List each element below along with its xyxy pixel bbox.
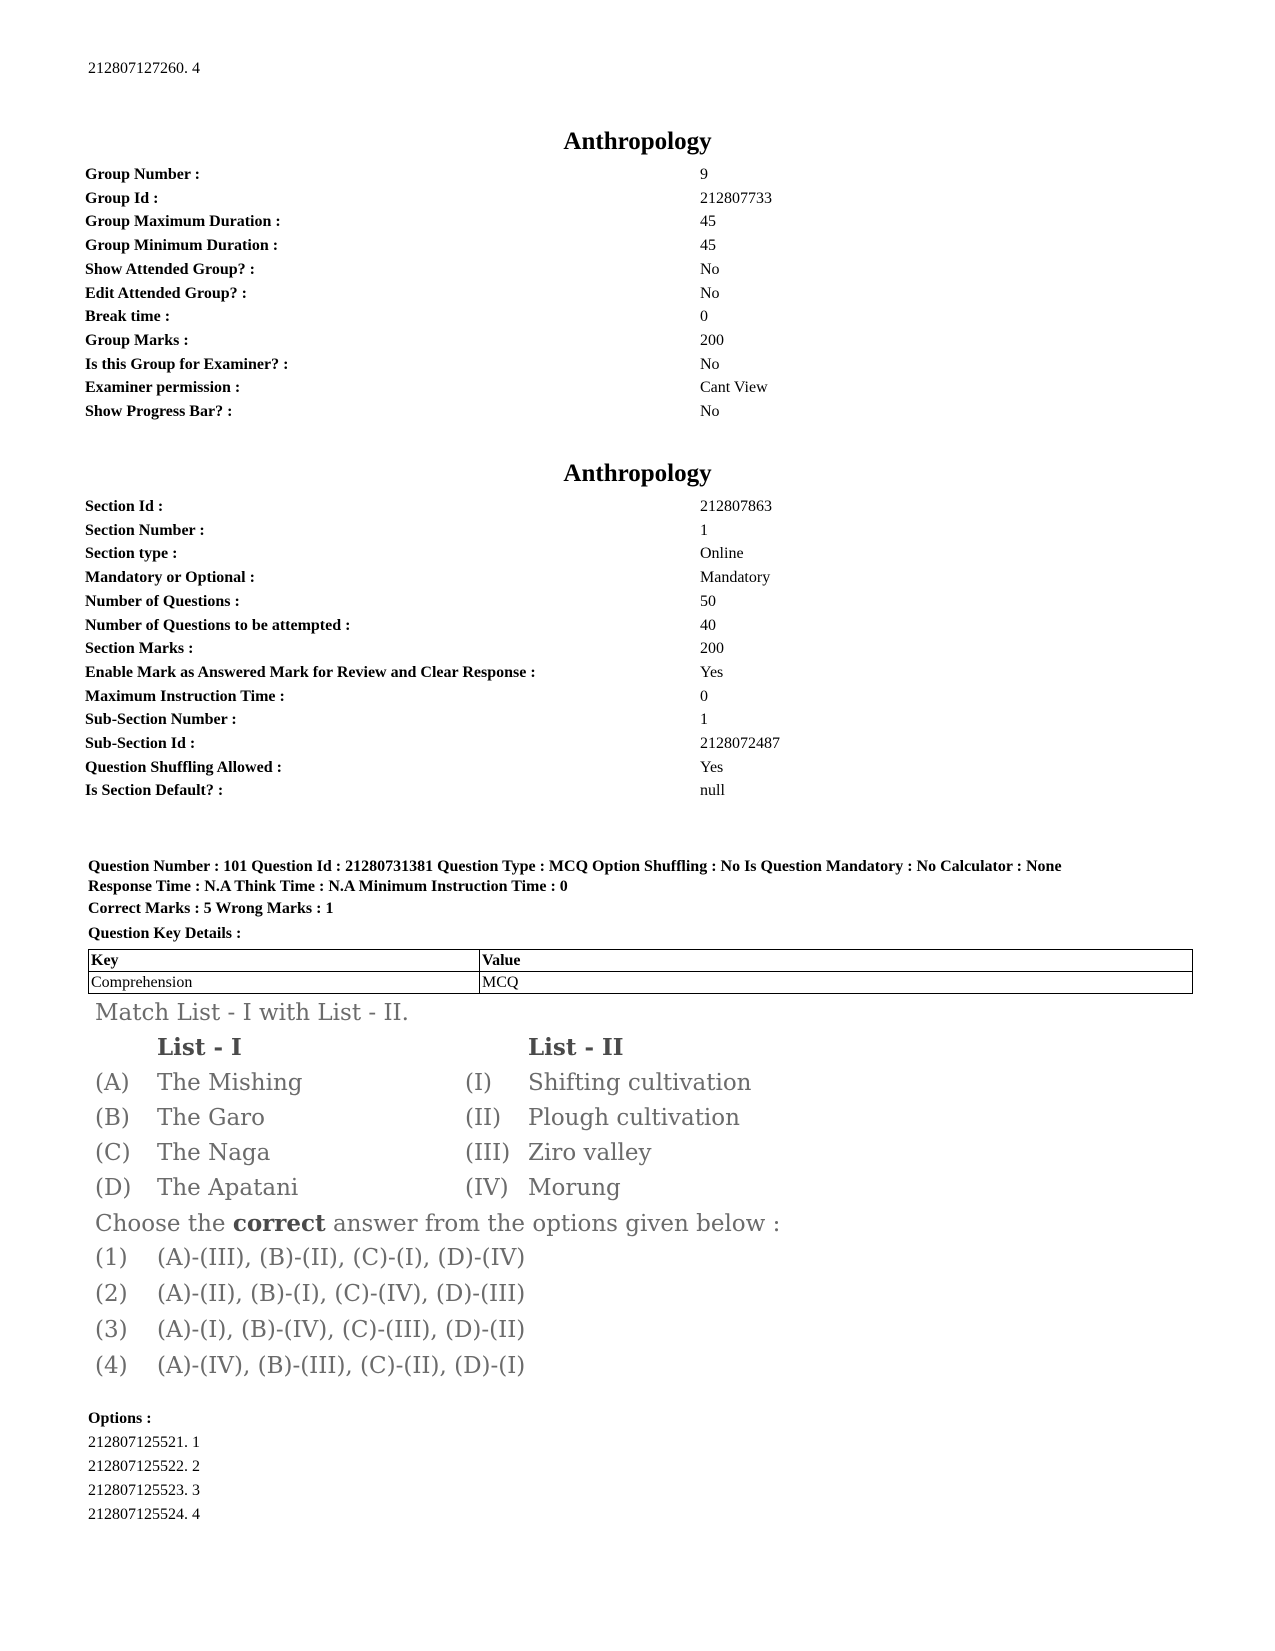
group-detail-row [85,379,1185,402]
group-detail-label: Group Marks : [85,331,189,349]
group-detail-row [85,261,1185,284]
group-detail-label: Show Attended Group? : [85,260,255,278]
group-detail-label: Show Progress Bar? : [85,403,233,420]
pair-label-c: (C) [95,1140,131,1166]
pair-label-b: (B) [95,1105,130,1131]
group-detail-row [85,308,1185,331]
group-detail-value: No [700,355,720,373]
answer-number-2: (2) [95,1281,128,1307]
section-detail-row [85,545,1185,568]
section-detail-label: Section type : [85,545,178,563]
answer-number-4: (4) [95,1353,128,1379]
section-detail-row [85,688,1185,711]
section-detail-label: Section Id : [85,498,164,515]
question-meta-line1: Question Number : 101 Question Id : 21280731381 Question Type : MCQ Option Shuffling : No Is Question Mandatory : No Calculator : None [88,858,1062,875]
option-2: 212807125522. 2 [88,1458,200,1475]
group-detail-value: 9 [700,166,708,183]
section-detail-row [85,735,1185,758]
option-3: 212807125523. 3 [88,1482,200,1499]
answer-number-1: (1) [95,1245,128,1271]
group-detail-label: Edit Attended Group? : [85,284,247,302]
pair-item-b: The Garo [157,1105,266,1131]
group-detail-row [85,237,1185,260]
question-key-details-label: Question Key Details : [88,925,242,942]
page-header-id: 212807127260. 4 [88,60,200,77]
section-detail-row [85,640,1185,663]
section-detail-row [85,759,1185,782]
list1-title: List - I [157,1034,242,1061]
section-detail-label: Section Number : [85,521,205,539]
key-table-cell-value: MCQ [480,972,1193,994]
group-detail-value: 200 [700,331,724,349]
group-detail-row [85,403,1185,426]
section-detail-value: 2128072487 [700,735,780,752]
section-detail-label: Sub-Section Number : [85,711,237,729]
section-detail-row [85,522,1185,545]
section-detail-value: 1 [700,711,708,729]
choose-instruction: Choose the correct answer from the options given below : [95,1210,781,1237]
group-detail-value: Cant View [700,379,768,397]
pair-item-iv: Morung [528,1175,621,1201]
question-meta-line2: Response Time : N.A Think Time : N.A Minimum Instruction Time : 0 [88,878,568,895]
key-table-header-key: Key [89,950,480,972]
group-detail-row [85,190,1185,213]
key-table-header-value: Value [480,950,1193,972]
pair-label-iii: (III) [465,1140,511,1166]
section-detail-label: Section Marks : [85,640,194,658]
section-detail-value: 50 [700,592,716,610]
section-detail-row [85,711,1185,734]
group-detail-row [85,213,1185,236]
section-detail-label: Maximum Instruction Time : [85,687,285,705]
group-title: Anthropology [563,128,712,155]
option-1: 212807125521. 1 [88,1434,200,1451]
section-detail-row [85,617,1185,640]
group-detail-row [85,166,1185,189]
section-detail-value: null [700,782,725,800]
pair-item-a: The Mishing [157,1070,303,1096]
options-label: Options : [88,1410,152,1427]
option-4: 212807125524. 4 [88,1506,200,1523]
question-intro: Match List - I with List - II. [95,1000,409,1026]
section-detail-row [85,782,1185,805]
pair-item-d: The Apatani [157,1175,299,1201]
pair-label-iv: (IV) [465,1175,509,1201]
section-detail-label: Question Shuffling Allowed : [85,758,282,776]
pair-label-d: (D) [95,1175,132,1201]
group-detail-label: Group Number : [85,166,200,183]
question-key-table [88,949,1193,994]
group-detail-row [85,332,1185,355]
section-detail-row [85,569,1185,592]
group-detail-label: Is this Group for Examiner? : [85,355,289,373]
section-detail-label: Enable Mark as Answered Mark for Review and Clear Response : [85,663,536,681]
pair-item-iii: Ziro valley [528,1140,652,1166]
group-detail-value: 212807733 [700,189,772,207]
group-detail-value: No [700,260,720,278]
answer-text-1: (A)-(III), (B)-(II), (C)-(I), (D)-(IV) [157,1245,526,1271]
section-detail-label: Is Section Default? : [85,782,224,800]
section-detail-row [85,664,1185,687]
question-image [95,1000,781,1410]
section-detail-row [85,593,1185,616]
answer-text-3: (A)-(I), (B)-(IV), (C)-(III), (D)-(II) [157,1317,526,1343]
section-detail-value: 40 [700,616,716,634]
section-title: Anthropology [563,460,712,487]
section-detail-row [85,498,1185,521]
group-detail-label: Examiner permission : [85,379,241,397]
question-meta [88,857,1208,897]
section-detail-label: Number of Questions : [85,592,240,610]
section-detail-label: Mandatory or Optional : [85,569,255,587]
section-detail-value: 212807863 [700,498,772,515]
section-detail-value: 0 [700,687,708,705]
pair-label-ii: (II) [465,1105,502,1131]
group-detail-value: 45 [700,237,716,255]
group-detail-row [85,285,1185,308]
pair-label-i: (I) [465,1070,493,1096]
pair-label-a: (A) [95,1070,130,1096]
section-detail-value: Yes [700,663,724,681]
pair-item-c: The Naga [157,1140,271,1166]
group-detail-value: No [700,284,720,302]
answer-text-2: (A)-(II), (B)-(I), (C)-(IV), (D)-(III) [157,1281,526,1307]
group-detail-label: Group Id : [85,189,159,207]
section-detail-value: 200 [700,640,724,658]
section-detail-value: Mandatory [700,569,771,587]
question-marks: Correct Marks : 5 Wrong Marks : 1 [88,900,334,917]
section-detail-value: Yes [700,758,724,776]
group-detail-label: Group Minimum Duration : [85,237,279,255]
key-table-header-row [89,950,1193,972]
section-detail-label: Number of Questions to be attempted : [85,616,351,634]
group-detail-label: Group Maximum Duration : [85,213,281,231]
pair-item-i: Shifting cultivation [528,1070,752,1096]
group-detail-row [85,356,1185,379]
key-table-row [89,972,1193,994]
pair-item-ii: Plough cultivation [528,1105,740,1131]
section-detail-value: Online [700,545,744,563]
group-detail-label: Break time : [85,308,171,326]
group-detail-value: 45 [700,213,716,231]
section-detail-label: Sub-Section Id : [85,735,196,752]
group-detail-value: 0 [700,308,708,326]
key-table-cell-key: Comprehension [89,972,480,994]
answer-text-4: (A)-(IV), (B)-(III), (C)-(II), (D)-(I) [157,1353,526,1379]
group-detail-value: No [700,403,720,420]
list2-title: List - II [528,1034,624,1061]
section-detail-value: 1 [700,521,708,539]
answer-number-3: (3) [95,1317,128,1343]
